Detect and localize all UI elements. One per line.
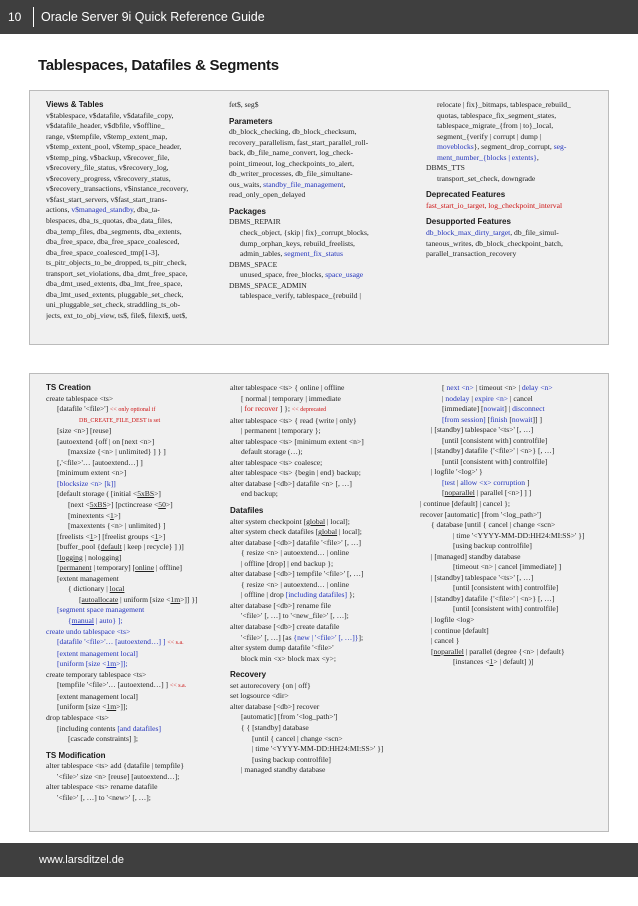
text-segment: >]: [158, 531, 166, 541]
text-line: [until [consistent with] controlfile]: [442, 456, 548, 466]
text-line: | [managed] standby database: [431, 551, 521, 561]
text-segment: [and datafiles]: [117, 723, 161, 733]
text-segment: disconnect: [512, 404, 545, 414]
text-segment: alter system checkpoint [: [230, 516, 307, 526]
text-line: [until [consistent with] controlfile]: [453, 604, 559, 614]
text-segment: << s.a.: [167, 640, 184, 647]
text-line: [230, 590, 418, 601]
text-segment: db_block_max_dirty_target: [426, 228, 511, 238]
text-line: ts_pitr_objects_to_be_dropped, ts_pitr_check,: [46, 258, 187, 268]
text-line: [46, 500, 228, 511]
text-segment: finish: [490, 414, 508, 424]
text-line: v$fast_start_servers, v$fast_start_trans-: [46, 194, 168, 204]
box2-column-3: [420, 383, 606, 668]
text-line: alter database [<db>] tempfile '<file>' [, …]: [230, 569, 364, 579]
text-segment: 1m: [106, 702, 117, 712]
text-segment: >]: [165, 500, 173, 510]
text-segment: };: [347, 590, 355, 600]
text-segment: [from session]: [442, 414, 486, 424]
text-line: | continue [default] | cancel };: [420, 499, 510, 509]
section-heading: Packages: [229, 206, 266, 216]
reference-box-views-parameters: [29, 90, 609, 345]
text-segment: [test: [442, 477, 456, 487]
text-segment: ,: [343, 179, 346, 189]
text-segment: ous_waits,: [229, 179, 264, 189]
text-segment: autoallocate: [81, 594, 119, 604]
text-segment: [datafile '<file>'… [autoextend…] ]: [57, 637, 168, 647]
text-line: [420, 394, 606, 405]
text-line: [230, 517, 418, 528]
text-line: dba_dmt_used_extents, dba_lmt_free_space,: [46, 279, 183, 289]
text-line: quotas, tablespace_fix_segment_states,: [437, 110, 557, 120]
text-line: v$temp_extent_pool, v$temp_space_header,: [46, 142, 182, 152]
text-segment: for recover: [244, 404, 278, 414]
text-line: | [standby] datafile {'<file>' | <n>} [, …]: [431, 446, 555, 456]
text-line: | managed standby database: [241, 765, 326, 775]
text-segment: >] [freelist groups <: [93, 531, 155, 541]
text-segment: ];: [358, 632, 364, 642]
section-heading: TS Creation: [46, 383, 91, 392]
text-segment: expire <n>: [474, 393, 509, 403]
text-line: back, db_file_name_convert, log_check-: [229, 148, 353, 158]
text-line: [ normal | temporary | immediate: [241, 393, 341, 403]
text-segment: << deprecated: [291, 407, 327, 414]
text-line: [420, 647, 606, 658]
text-line: db_writer_processes, db_file_simultane-: [229, 169, 353, 179]
text-segment: 1: [110, 510, 114, 520]
text-line: | offline [drop] | end backup };: [241, 558, 334, 568]
section-heading: Datafiles: [230, 506, 264, 516]
section-heading: TS Modification: [46, 750, 106, 760]
text-line: fet$, seg$: [229, 100, 259, 109]
text-line: [230, 633, 418, 644]
text-segment: unused_space, free_blocks,: [240, 270, 326, 280]
text-segment: [: [442, 488, 445, 498]
text-line: alter tablespace <ts> rename datafile: [46, 782, 158, 792]
text-segment: [buffer_pool {: [57, 542, 101, 552]
text-segment: ,: [536, 152, 539, 162]
text-line: DBMS_REPAIR: [229, 217, 281, 227]
text-line: [blocksize <n> [k]]: [57, 478, 116, 488]
text-line: set logsource <dir>: [230, 691, 289, 701]
text-segment: segment_fix_status: [284, 249, 343, 259]
text-segment: >]: [113, 510, 121, 520]
text-line: [46, 489, 228, 500]
text-line: [46, 542, 228, 553]
text-segment: moveblocks: [437, 142, 474, 152]
text-line: [426, 228, 606, 239]
text-line: | logfile '<log>' }: [431, 467, 483, 477]
text-segment: [: [79, 594, 82, 604]
text-segment: [tempfile '<file>'… [autoextend…] ]: [57, 680, 170, 690]
text-line: [automatic] [from '<log_path>']: [241, 712, 338, 722]
text-line: [420, 383, 606, 394]
text-line: | continue [default]: [431, 625, 489, 635]
text-line: alter database [<db>] rename file: [230, 600, 331, 610]
text-line: [46, 595, 228, 606]
text-line: { { [standby] database: [241, 722, 309, 732]
text-line: [46, 553, 228, 564]
text-segment: 5xBS: [89, 500, 107, 510]
text-line: recovery_parallelism, fast_start_parallel_roll-: [229, 137, 369, 147]
text-line: '<file>' [, …] to '<new>' [, …];: [57, 792, 151, 802]
text-line: drop tablespace <ts>: [46, 712, 109, 722]
text-line: [extent management local]: [57, 648, 138, 658]
text-segment: {: [68, 616, 72, 626]
guide-title: Oracle Server 9i Quick Reference Guide: [41, 10, 265, 24]
text-line: [229, 180, 407, 191]
box1-column-3: [426, 100, 606, 260]
text-line: recover [automatic] [from '<log_path>']: [420, 509, 542, 519]
text-line: [extent management: [57, 573, 119, 583]
text-line: [until [consistent with] controlfile]: [442, 435, 548, 445]
text-segment: v$managed_standby: [71, 205, 134, 215]
text-line: dump_orphan_keys, rebuild_freelists,: [240, 238, 355, 248]
text-line: [420, 488, 606, 499]
text-segment: | cancel: [508, 393, 533, 403]
section-heading: Deprecated Features: [426, 190, 506, 200]
text-line: set autorecovery {on | off}: [230, 680, 311, 690]
text-segment: nodelay: [445, 393, 470, 403]
text-segment: global: [318, 527, 338, 537]
text-segment: next <n>: [446, 383, 474, 392]
text-segment: ] |: [504, 404, 513, 414]
text-segment: delay <n>: [521, 383, 553, 392]
text-line: jects, ext_to_obj_view, ts$, file$, filext$, uet$,: [46, 310, 188, 320]
text-line: db_block_checking, db_block_checksum,: [229, 127, 357, 137]
section-heading: Parameters: [229, 116, 273, 126]
text-line: | [standby] tablespace '<ts>' [, …]: [431, 425, 534, 435]
text-segment: | local];: [325, 516, 350, 526]
text-line: [426, 153, 606, 164]
text-line: [using backup controlfile]: [252, 754, 331, 764]
text-segment: logging: [59, 552, 83, 562]
text-line: create temporary tablespace <ts>: [46, 669, 147, 679]
page-number: 10: [8, 10, 22, 24]
box2-column-1: [46, 383, 228, 803]
text-segment: | offline]: [154, 563, 183, 573]
text-line: [229, 270, 407, 281]
text-segment: , db_file_simul-: [510, 228, 559, 238]
text-line: [426, 132, 606, 143]
text-segment: admin_tables,: [240, 249, 285, 259]
text-line: alter database [<db>] create datafile: [230, 622, 340, 632]
text-line: [46, 521, 228, 532]
text-line: [46, 584, 228, 595]
text-line: [426, 142, 606, 153]
text-segment: 1: [489, 657, 494, 667]
section-title: Tablespaces, Datafiles & Segments: [38, 57, 279, 74]
text-line: alter tablespace <ts> [minimum extent <n>]: [230, 436, 364, 446]
text-line: [46, 702, 228, 713]
text-segment: ] };: [277, 404, 292, 414]
text-segment: | parallel [<n>] ] ]: [474, 488, 532, 498]
text-segment: | nologging]: [82, 552, 122, 562]
text-line: parallel_transaction_recovery: [426, 249, 517, 259]
text-line: [420, 657, 606, 668]
text-line: [420, 404, 606, 415]
text-segment: [: [485, 414, 491, 424]
text-line: [46, 205, 226, 216]
text-line: relocate | fix}_bitmaps, tablespace_rebuild_: [437, 100, 571, 109]
text-segment: |: [455, 477, 461, 487]
text-line: DB_CREATE_FILE_DEST is set: [79, 417, 161, 424]
text-segment: space_usage: [325, 270, 364, 280]
text-segment: >] [pctincrease <: [106, 500, 159, 510]
text-line: transport_set_violations, dba_dmt_free_space,: [46, 268, 188, 278]
text-line: tablespace_verify, tablespace_{rebuild |: [240, 291, 361, 301]
text-line: [using backup controlfile]: [453, 541, 532, 551]
text-line: [46, 511, 228, 522]
text-line: [46, 680, 228, 692]
text-segment: [minextents <: [68, 510, 111, 520]
text-segment: | keep | recycle} ] )]: [121, 542, 184, 552]
text-segment: noparallel: [444, 488, 475, 498]
text-segment: permanent: [59, 563, 92, 573]
text-segment: 50: [158, 500, 166, 510]
text-line: [until { cancel | change <scn>: [252, 733, 343, 743]
box1-column-2: [229, 100, 407, 302]
text-segment: | temporary] [: [91, 563, 136, 573]
text-line: read_only_open_delayed: [229, 190, 306, 200]
text-line: alter tablespace <ts> { read {write | only}: [230, 415, 357, 425]
text-line: v$datafile_header, v$dbfile, v$offline_: [46, 121, 165, 131]
text-line: check_object, {skip | fix}_corrupt_blocks,: [240, 228, 369, 238]
text-line: v$recovery_transactions, v$instance_recovery,: [46, 184, 189, 194]
text-segment: | timeout <n> |: [473, 383, 522, 392]
text-line: point_timeout, log_checkpoints_to_alert,: [229, 158, 355, 168]
text-line: fast_start_io_target, log_checkpoint_interval: [426, 200, 563, 210]
text-line: v$temp_ping, v$backup, v$recover_file,: [46, 152, 170, 162]
text-line: '<file>' [, …] to '<new_file>' [, …];: [241, 611, 349, 621]
text-segment: {new | '<file>' [, …]}: [293, 632, 359, 642]
text-segment: actions,: [46, 205, 72, 215]
text-line: [46, 532, 228, 543]
text-line: [timeout <n> | cancel [immediate] ]: [453, 562, 562, 572]
section-heading: Views & Tables: [46, 100, 104, 109]
text-segment: [default storage ( [initial <: [57, 489, 138, 499]
header-divider: [33, 7, 34, 27]
text-line: tablespace_migrate_{from | to}_local,: [437, 121, 554, 131]
section-heading: Recovery: [230, 670, 267, 680]
text-segment: online: [135, 563, 155, 573]
page-header: [0, 0, 638, 34]
text-segment: ]: [525, 477, 530, 487]
text-line: block min <x> block max <y>;: [241, 653, 336, 663]
text-segment: global: [306, 516, 326, 526]
text-line: [46, 404, 228, 416]
text-line: [segment space management: [57, 605, 145, 615]
text-segment: [immediate] [: [442, 404, 484, 414]
text-segment: [next <: [68, 500, 90, 510]
text-segment: << s.a.: [169, 683, 187, 690]
text-segment: nowait: [483, 404, 505, 414]
text-line: alter database [<db>] recover: [230, 701, 320, 711]
text-line: dba_free_space_coalesced_tmp[1-3],: [46, 247, 160, 257]
text-line: | [standby] tablespace '<ts>' [, …]: [431, 572, 534, 582]
box1-column-1: [46, 100, 226, 321]
reference-box-syntax: [29, 373, 609, 832]
text-segment: [including datafiles]: [285, 590, 348, 600]
text-segment: segment_{verify | corrupt | dump |: [437, 131, 542, 141]
text-line: end backup;: [241, 489, 278, 499]
text-segment: | offline | drop: [241, 590, 286, 600]
text-segment: << only optional if: [110, 407, 156, 414]
text-line: [cascade constraints] ];: [68, 734, 138, 744]
text-segment: [: [442, 383, 447, 392]
text-line: dba_lmt_used_extents, pluggable_set_check,: [46, 289, 184, 299]
text-segment: [: [57, 552, 60, 562]
text-segment: allow <x> corruption: [460, 477, 526, 487]
text-line: [minimum extent <n>]: [57, 468, 127, 478]
text-line: [46, 563, 228, 574]
text-segment: | parallel (degree {<n> | default}: [463, 646, 565, 656]
text-segment: ment_number_{blocks | extents}: [437, 152, 537, 162]
text-line: alter tablespace <ts> { online | offline: [230, 383, 345, 392]
text-line: | permanent | temporary };: [241, 426, 321, 436]
text-line: taneous_writes, db_block_checkpoint_batch,: [426, 238, 563, 248]
text-segment: [uniform [size <: [57, 659, 107, 669]
text-line: alter tablespace <ts> coalesce;: [230, 457, 323, 467]
text-line: dba_temp_files, dba_segments, dba_extents,: [46, 226, 182, 236]
text-line: { resize <n> | autoextend… | online: [241, 548, 350, 558]
text-segment: 5xBS: [137, 489, 155, 499]
text-segment: |: [469, 393, 475, 403]
text-line: create tablespace <ts>: [46, 393, 114, 403]
text-segment: [freelists <: [57, 531, 90, 541]
text-segment: 1m: [106, 659, 117, 669]
text-segment: [: [57, 563, 60, 573]
text-line: | time '<YYYY-MM-DD:HH24:MI:SS>' }]: [252, 744, 384, 754]
footer-url: www.larsditzel.de: [39, 854, 124, 866]
text-line: v$tablespace, v$datafile, v$datafile_copy,: [46, 110, 174, 120]
text-segment: alter system check datafiles [: [230, 527, 319, 537]
text-line: { database [until { cancel | change <scn>: [431, 520, 556, 530]
text-line: alter tablespace <ts> {begin | end} backup;: [230, 468, 361, 478]
text-segment: [instances <: [453, 657, 490, 667]
text-line: | [standby] datafile {'<file>' | <n>} [, …]: [431, 593, 555, 603]
text-segment: | uniform [size <: [118, 594, 171, 604]
text-line: | logfile <log>: [431, 615, 475, 625]
text-line: v$recovery_progress, v$recovery_status,: [46, 173, 171, 183]
text-line: [46, 724, 228, 735]
text-segment: 1: [89, 531, 94, 541]
text-segment: |: [241, 404, 245, 414]
text-line: create undo tablespace <ts>: [46, 626, 131, 636]
text-segment: ]] ]: [532, 414, 543, 424]
text-line: [autoextend {off | on [next <n>]: [57, 436, 155, 446]
text-segment: >]] }]: [180, 594, 198, 604]
text-line: uni_pluggable_set_check, straddling_ts_ob-: [46, 300, 181, 310]
text-segment: seg-: [553, 142, 567, 152]
text-segment: >]: [154, 489, 161, 499]
text-segment: default: [100, 542, 122, 552]
text-line: [extent management local]: [57, 691, 138, 701]
text-segment: noparallel: [433, 646, 464, 656]
text-line: range, v$tempfile, v$temp_extent_map,: [46, 131, 168, 141]
text-segment: 1m: [170, 594, 181, 604]
text-segment: local: [109, 584, 125, 594]
text-line: v$recovery_file_status, v$recovery_log,: [46, 163, 169, 173]
text-line: [46, 659, 228, 670]
text-segment: [: [431, 646, 434, 656]
text-line: DBMS_SPACE_ADMIN: [229, 280, 307, 290]
text-line: alter database [<db>] datafile '<file>' [, …]: [230, 537, 361, 547]
text-segment: >]];: [116, 702, 128, 712]
text-segment: | local];: [337, 527, 362, 537]
text-line: [229, 249, 407, 260]
text-line: [46, 637, 228, 649]
text-segment: [datafile '<file>']: [57, 404, 111, 414]
text-segment: manual: [71, 616, 95, 626]
text-line: [420, 478, 606, 489]
text-line: alter database [<db>] datafile <n> [, …]: [230, 478, 352, 488]
text-segment: standby_file_management: [263, 179, 344, 189]
text-line: | cancel }: [431, 636, 460, 646]
text-line: [,'<file>'… [autoextend…] ]: [57, 457, 143, 467]
text-line: [46, 616, 228, 627]
text-segment: , dba_ta-: [133, 205, 160, 215]
page-footer: [0, 843, 638, 877]
text-line: [maxsize {<n> | unlimited} ] } ]: [68, 447, 166, 457]
text-line: '<file>' size <n> [reuse] [autoextend…];: [57, 771, 180, 781]
text-segment: | auto} ];: [94, 616, 123, 626]
text-segment: [including contents: [57, 723, 118, 733]
text-line: DBMS_TTS: [426, 163, 465, 173]
text-line: blespaces, dba_ts_quotas, dba_data_files,: [46, 216, 173, 226]
text-segment: { dictionary |: [68, 584, 110, 594]
text-segment: [: [507, 414, 512, 424]
text-segment: [maxextents {<n> | unlimited} ]: [68, 521, 166, 531]
text-segment: [uniform [size <: [57, 702, 107, 712]
text-segment: '<file>' [, …] [as: [241, 632, 294, 642]
text-segment: 1: [154, 531, 159, 541]
text-line: transport_set_check, downgrade: [437, 173, 536, 183]
text-line: [until [consistent with] controlfile]: [453, 583, 559, 593]
text-line: { resize <n> | autoextend… | online: [241, 579, 350, 589]
box2-column-2: [230, 383, 418, 776]
text-line: dba_free_space, dba_free_space_coalesced,: [46, 237, 180, 247]
text-line: [230, 404, 418, 416]
text-segment: > | default] )]: [493, 657, 534, 667]
text-segment: }, segment_drop_corrupt,: [473, 142, 554, 152]
text-line: | time '<YYYY-MM-DD:HH24:MI:SS>' }]: [453, 530, 585, 540]
text-segment: nowait: [511, 414, 533, 424]
text-line: default storage (…);: [241, 447, 303, 457]
text-line: [230, 527, 418, 538]
section-heading: Desupported Features: [426, 217, 511, 227]
text-line: [420, 415, 606, 426]
text-line: DBMS_SPACE: [229, 259, 278, 269]
text-segment: >]];: [116, 659, 128, 669]
text-line: alter system dump datafile '<file>': [230, 643, 334, 653]
text-line: alter tablespace <ts> add {datafile | tempfile}: [46, 761, 184, 771]
text-line: [size <n>] [reuse]: [57, 426, 112, 436]
text-segment: |: [442, 393, 446, 403]
